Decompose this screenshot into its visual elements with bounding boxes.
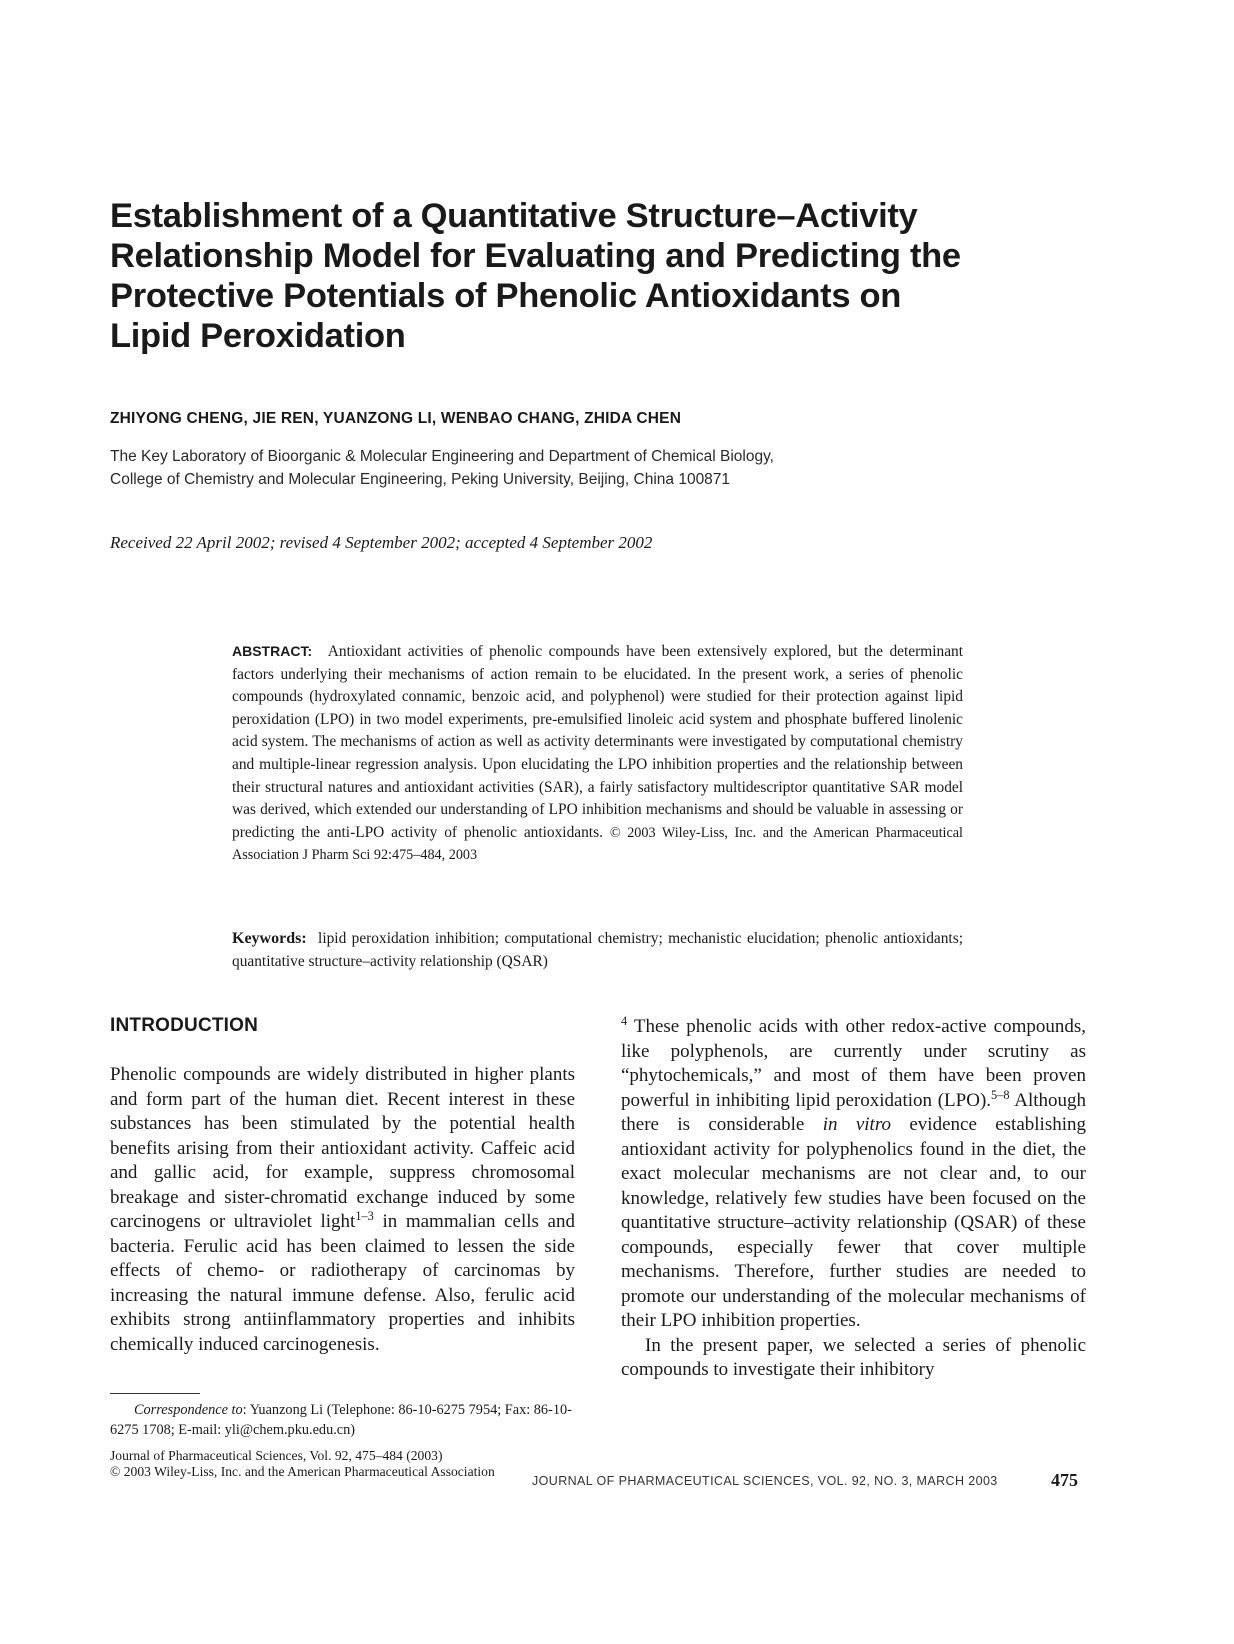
received-dates: Received 22 April 2002; revised 4 September 2002; accepted 4 September 2002 bbox=[110, 533, 653, 552]
abstract-citation: © 2003 Wiley-Liss, Inc. and the American Pharmaceutical Association J Pharm Sci 92:475–484, 2003 bbox=[232, 824, 963, 864]
abstract-label: ABSTRACT: bbox=[232, 643, 313, 659]
citation-ref: 5–8 bbox=[991, 1087, 1010, 1102]
body-column-left bbox=[110, 1063, 575, 1357]
citation-ref: 1–3 bbox=[355, 1209, 374, 1224]
article-title: Establishment of a Quantitative Structure–Activity Relationship Model for Evaluating and Predicting the Protective Potentials of Phenolic Antioxidants on Lipid Peroxidation bbox=[110, 197, 961, 355]
running-footer: JOURNAL OF PHARMACEUTICAL SCIENCES, VOL. 92, NO. 3, MARCH 2003 bbox=[532, 1474, 998, 1488]
copyright-line: © 2003 Wiley-Liss, Inc. and the American Pharmaceutical Association bbox=[110, 1464, 495, 1479]
journal-info bbox=[110, 1448, 590, 1480]
author-list: ZHIYONG CHENG, JIE REN, YUANZONG LI, WENBAO CHANG, ZHIDA CHEN bbox=[110, 410, 682, 427]
abstract-text: Antioxidant activities of phenolic compounds have been extensively explored, but the determinant factors underlying their mechanisms of action remain to be elucidated. In the present work, a series of phenolic compounds (hydroxylated connamic, benzoic acid, and polyphenol) were studied for their protection against lipid peroxidation (LPO) in two model experiments, pre-emulsified linoleic acid system and phosphate buffered linolenic acid system. The mechanisms of action as well as activity determinants were investigated by computational chemistry and multiple-linear regression analysis. Upon elucidating the LPO inhibition properties and the relationship between their structural natures and antioxidant activities (SAR), a fairly satisfactory multidescriptor quantitative SAR model was derived, which extended our understanding of LPO inhibition mechanisms and should be valuable in assessing or predicting the anti-LPO activity of phenolic antioxidants. bbox=[232, 643, 963, 841]
section-heading-introduction: INTRODUCTION bbox=[110, 1015, 259, 1036]
affiliation-line-2: College of Chemistry and Molecular Engineering, Peking University, Beijing, China 100871 bbox=[110, 471, 731, 488]
keywords-label: Keywords: bbox=[232, 930, 307, 947]
body-column-right bbox=[621, 1015, 1086, 1383]
correspondence-footnote: Correspondence to: Yuanzong Li (Telephone: 86-10-6275 7954; Fax: 86-10-6275 1708; E-mail: yli@chem.pku.edu.cn) bbox=[110, 1402, 572, 1438]
journal-line: Journal of Pharmaceutical Sciences, Vol. 92, 475–484 (2003) bbox=[110, 1448, 443, 1463]
abstract bbox=[232, 640, 963, 867]
affiliation-line-1: The Key Laboratory of Bioorganic & Molecular Engineering and Department of Chemical Biology, bbox=[110, 448, 774, 465]
intro-paragraph-1-part-1: Phenolic compounds are widely distributed in higher plants and form part of the human diet. Recent interest in these substances has been stimulated by the potential health benefits arising from their antioxidant activity. Caffeic acid and gallic acid, for example, suppress chromosomal breakage and sister-chromatid exchange induced by some carcinogens or ultraviolet light$^{1-3}$ in mammalian cells and bacteria. Ferulic acid has been claimed to lessen the side effects of chemo- or radiotherapy of carcinomas by increasing the natural immune defense. Also, ferulic acid exhibits strong antiinflammatory properties and inhibits chemically induced carcinogenesis. bbox=[110, 1064, 575, 1355]
intro-paragraph-2: In the present paper, we selected a series of phenolic compounds to investigate their inhibitory bbox=[621, 1334, 1086, 1380]
page-number: 475 bbox=[1051, 1470, 1078, 1490]
keywords-text: lipid peroxidation inhibition; computational chemistry; mechanistic elucidation; phenolic antioxidants; quantitative structure–activity relationship (QSAR) bbox=[232, 930, 963, 970]
citation-ref: 4 bbox=[621, 1014, 628, 1029]
keywords bbox=[232, 928, 963, 973]
footnote-rule bbox=[110, 1393, 200, 1394]
intro-paragraph-1-part-2: $^4$ These phenolic acids with other redox-active compounds, like polyphenols, are currently under scrutiny as “phytochemicals,” and most of them have been proven powerful in inhibiting lipid peroxidation (LPO).$^{5-8}$ Although there is considerable in vitro evidence establishing antioxidant activity for polyphenolics found in the diet, the exact molecular mechanisms are not clear and, to our knowledge, relatively few studies have been focused on the quantitative structure–activity relationship (QSAR) of these compounds, especially fewer that cover multiple mechanisms. Therefore, further studies are needed to promote our understanding of the molecular mechanisms of their LPO inhibition properties. bbox=[621, 1014, 1086, 1331]
affiliation bbox=[110, 445, 774, 491]
